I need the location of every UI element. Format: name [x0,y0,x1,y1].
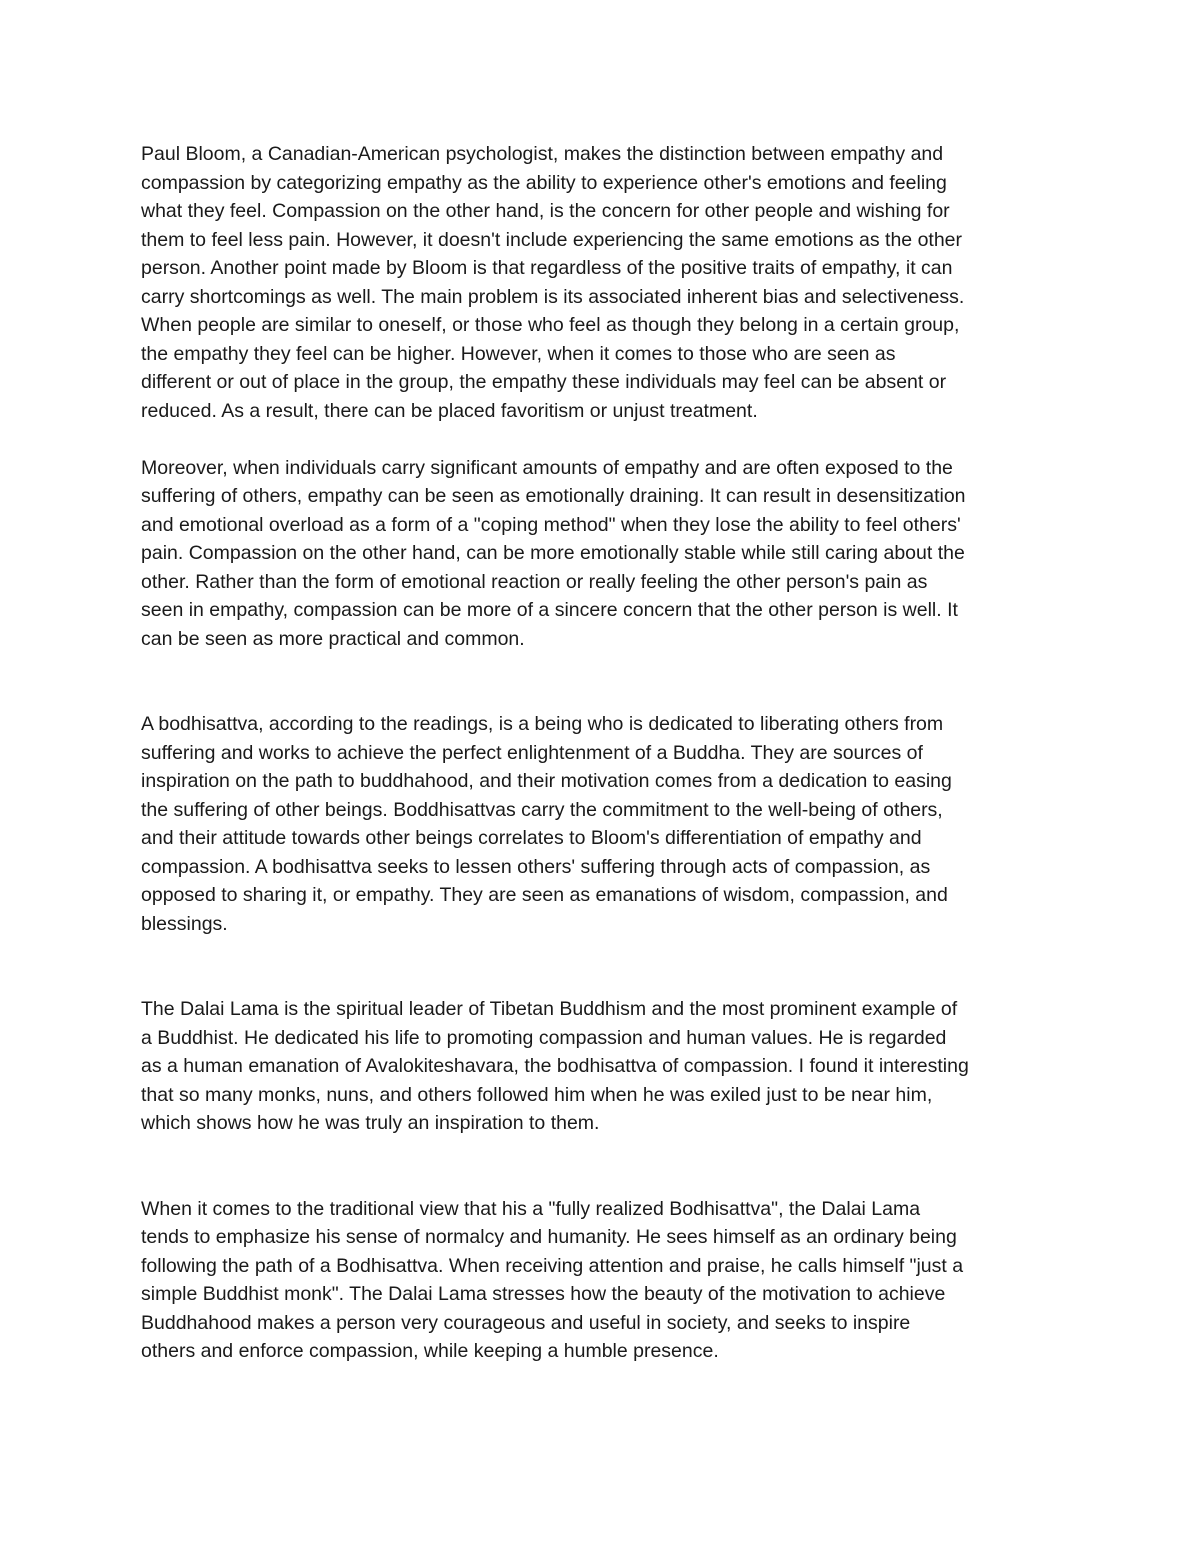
paragraph-spacer [141,1138,1066,1195]
paragraph-spacer [141,425,1066,454]
paragraph-empathy-draining: Moreover, when individuals carry significant amounts of empathy and are often exposed to the suffering of others, empathy can be seen as emotionally draining. It can result in desensitization and emotional overload as a form of a "coping method" when they lose the ability to feel others' pain. Compassion on the other hand, can be more emotionally stable while still caring about the other. Rather than the form of emotional reaction or really feeling the other person's pain as seen in empathy, compassion can be more of a sincere concern that the other person is well. It can be seen as more practical and common. [141,456,966,650]
document-body [141,140,1066,1366]
paragraph-spacer [141,653,1066,710]
paragraph-spacer [141,938,1066,995]
paragraph-dalai-lama: The Dalai Lama is the spiritual leader of Tibetan Buddhism and the most prominent example of a Buddhist. He dedicated his life to promoting compassion and human values. He is regarded as a human emanation of Avalokiteshavara, the bodhisattva of compassion. I found it interesting that so many monks, nuns, and others followed him when he was exiled just to be near him, which shows how he was truly an inspiration to them. [141,998,969,1134]
paragraph-bodhisattva: A bodhisattva, according to the readings, is a being who is dedicated to liberating others from suffering and works to achieve the perfect enlightenment of a Buddha. They are sources of inspiration on the path to buddhahood, and their motivation comes from a dedication to easing the suffering of other beings. Boddhisattvas carry the commitment to the well-being of others, and their attitude towards other beings correlates to Bloom's differentiation of empathy and compassion. A bodhisattva seeks to lessen others' suffering through acts of compassion, as opposed to sharing it, or empathy. They are seen as emanations of wisdom, compassion, and blessings. [141,713,952,935]
paragraph-dalai-lama-normalcy: When it comes to the traditional view that his a "fully realized Bodhisattva", the Dalai Lama tends to emphasize his sense of normalcy and humanity. He sees himself as an ordinary being following the path of a Bodhisattva. When receiving attention and praise, he calls himself "just a simple Buddhist monk". The Dalai Lama stresses how the beauty of the motivation to achieve Buddhahood makes a person very courageous and useful in society, and seeks to inspire others and enforce compassion, while keeping a humble presence. [141,1197,964,1362]
paragraph-empathy-vs-compassion: Paul Bloom, a Canadian-American psychologist, makes the distinction between empathy and compassion by categorizing empathy as the ability to experience other's emotions and feeling what they feel. Compassion on the other hand, is the concern for other people and wishing for them to feel less pain. However, it doesn't include experiencing the same emotions as the other person. Another point made by Bloom is that regardless of the positive traits of empathy, it can carry shortcomings as well. The main problem is its associated inherent bias and selectiveness. When people are similar to oneself, or those who feel as though they belong in a certain group, the empathy they feel can be higher. However, when it comes to those who are seen as different or out of place in the group, the empathy these individuals may feel can be absent or reduced. As a result, there can be placed favoritism or unjust treatment. [141,143,965,422]
